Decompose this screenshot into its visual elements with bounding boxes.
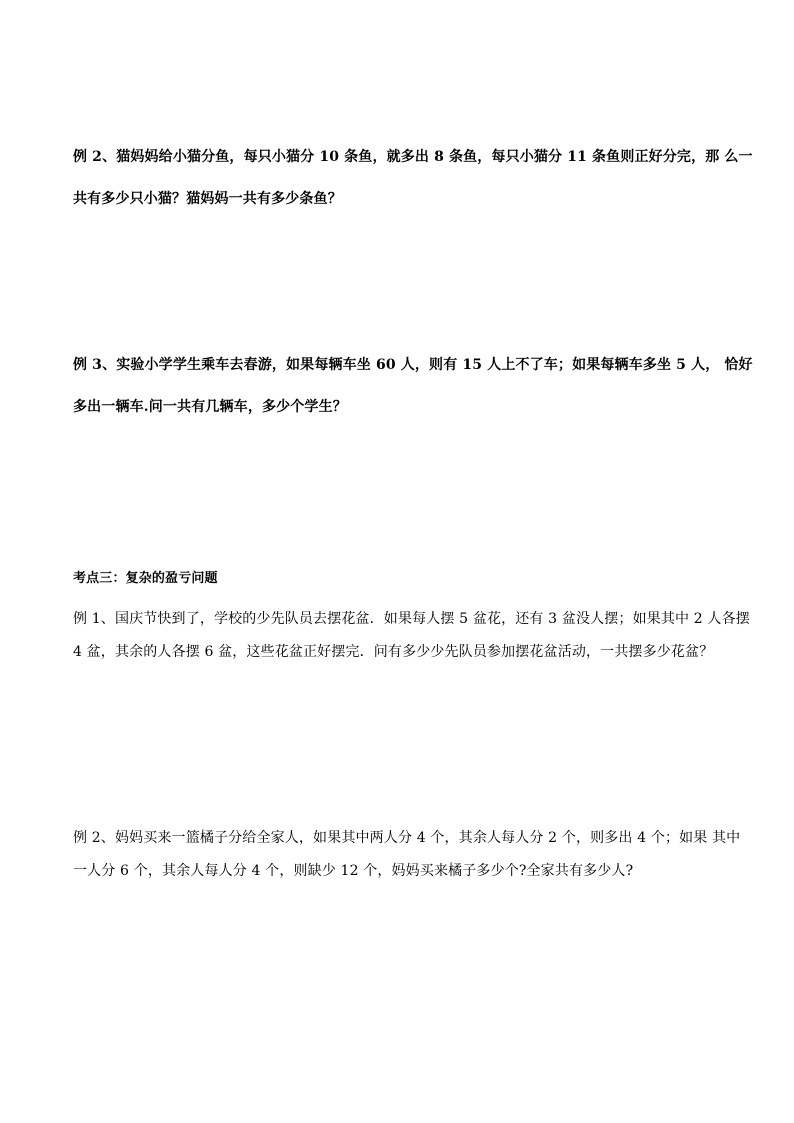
problem-text-line: 例 1、国庆节快到了，学校的少先队员去摆花盆．如果每人摆 5 盆花，还有 3 盆没人摆；如果其中 2 人各摆 (73, 611, 750, 627)
problem-text-line: 例 2、妈妈买来一篮橘子分给全家人，如果其中两人分 4 个，其余人每人分 2 个，则多出 4 个；如果 其中 (73, 830, 741, 846)
problem-text-line: 多出一辆车.问一共有几辆车，多少个学生？ (73, 399, 347, 415)
problem-text-line: 共有多少只小猫？猫妈妈一共有多少条鱼？ (73, 191, 342, 207)
problem-text-line: 例 2、猫妈妈给小猫分鱼，每只小猫分 10 条鱼，就多出 8 条鱼，每只小猫分 11 条鱼则正好分完，那 么一 (73, 149, 753, 165)
problem-text-line: 一人分 6 个，其余人每人分 4 个，则缺少 12 个，妈妈买来橘子多少个?全家共有多少人? (73, 863, 634, 879)
problem-text-line: 例 3、实验小学学生乘车去春游，如果每辆车坐 60 人，则有 15 人上不了车；如果每辆车多坐 5 人， 恰好 (73, 357, 753, 373)
section-heading: 考点三：复杂的盈亏问题 (73, 571, 218, 586)
problem-text-line: 4 盆，其余的人各摆 6 盆，这些花盆正好摆完．问有多少少先队员参加摆花盆活动，一共摆多少花盆？ (73, 644, 714, 660)
